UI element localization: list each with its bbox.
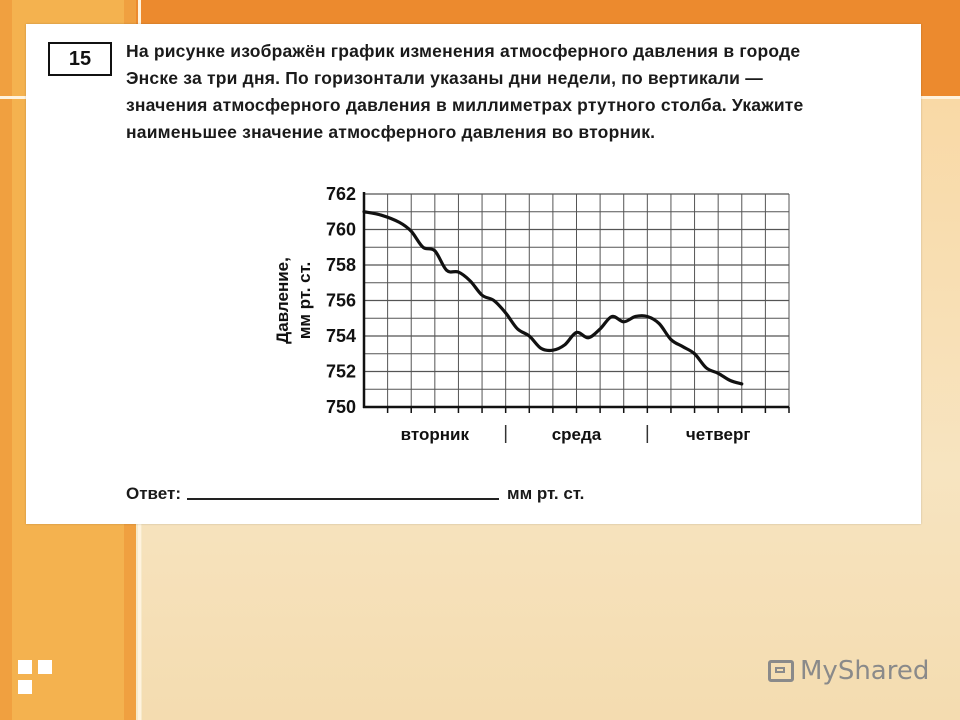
data-point bbox=[658, 323, 660, 325]
data-point bbox=[611, 316, 613, 318]
data-point bbox=[528, 335, 530, 337]
y-tick-label: 752 bbox=[325, 361, 356, 382]
data-point bbox=[729, 380, 731, 382]
data-point bbox=[381, 215, 383, 217]
data-point bbox=[552, 349, 554, 351]
data-point bbox=[694, 353, 696, 355]
watermark bbox=[768, 656, 929, 686]
decor-square-icon bbox=[18, 680, 32, 694]
data-point bbox=[576, 332, 578, 334]
question-line: значения атмосферного давления в миллиметрах ртутного столба. Укажите bbox=[126, 95, 804, 115]
data-point bbox=[741, 383, 743, 385]
data-point bbox=[647, 316, 649, 318]
data-point bbox=[410, 230, 412, 232]
data-point bbox=[434, 250, 436, 252]
pressure-chart bbox=[26, 24, 921, 464]
y-tick-label: 754 bbox=[325, 326, 356, 346]
data-point bbox=[505, 312, 507, 314]
myshared-logo-icon bbox=[768, 660, 794, 682]
data-point bbox=[706, 367, 708, 369]
y-tick-label: 756 bbox=[325, 290, 356, 311]
x-day-label: вторник bbox=[400, 425, 469, 444]
data-point bbox=[446, 270, 448, 272]
question-line: наименьшее значение атмосферного давления во вторник. bbox=[126, 122, 656, 142]
y-axis-label: мм рт. ст. bbox=[295, 261, 314, 340]
chart-grid bbox=[364, 194, 789, 407]
data-point bbox=[422, 246, 424, 248]
question-line: Энске за три дня. По горизонтали указаны дни недели, по вертикали — bbox=[126, 68, 763, 88]
x-day-label: четверг bbox=[685, 425, 751, 444]
data-point bbox=[670, 339, 672, 341]
data-point bbox=[517, 328, 519, 330]
answer-unit: мм рт. ст. bbox=[507, 484, 585, 503]
watermark-text: MyShared bbox=[800, 656, 930, 686]
data-point bbox=[469, 280, 471, 282]
y-axis-label: Давление, bbox=[273, 257, 292, 344]
y-tick-label: 750 bbox=[325, 397, 356, 417]
decor-square-icon bbox=[38, 660, 52, 674]
data-point bbox=[635, 316, 637, 318]
data-point bbox=[540, 348, 542, 350]
data-point bbox=[682, 346, 684, 348]
question-card bbox=[26, 24, 921, 524]
decor-square-icon bbox=[18, 660, 32, 674]
data-point bbox=[564, 344, 566, 346]
data-point bbox=[717, 372, 719, 374]
data-point bbox=[588, 337, 590, 339]
data-point bbox=[399, 222, 401, 224]
data-point bbox=[481, 294, 483, 296]
answer-row bbox=[126, 484, 584, 504]
question-line: На рисунке изображён график изменения атмосферного давления в городе bbox=[126, 41, 801, 61]
y-tick-label: 762 bbox=[325, 184, 356, 204]
y-tick-label: 760 bbox=[325, 219, 356, 240]
data-point bbox=[363, 211, 365, 213]
data-point bbox=[493, 300, 495, 302]
data-point bbox=[599, 328, 601, 330]
data-point bbox=[623, 321, 625, 323]
answer-label: Ответ: bbox=[126, 484, 181, 503]
x-day-label: среда bbox=[551, 425, 602, 444]
y-tick-label: 758 bbox=[325, 255, 356, 275]
question-number: 15 bbox=[48, 42, 112, 76]
answer-field[interactable] bbox=[187, 497, 499, 500]
chart-tick-labels bbox=[326, 184, 751, 444]
data-point bbox=[458, 271, 460, 273]
